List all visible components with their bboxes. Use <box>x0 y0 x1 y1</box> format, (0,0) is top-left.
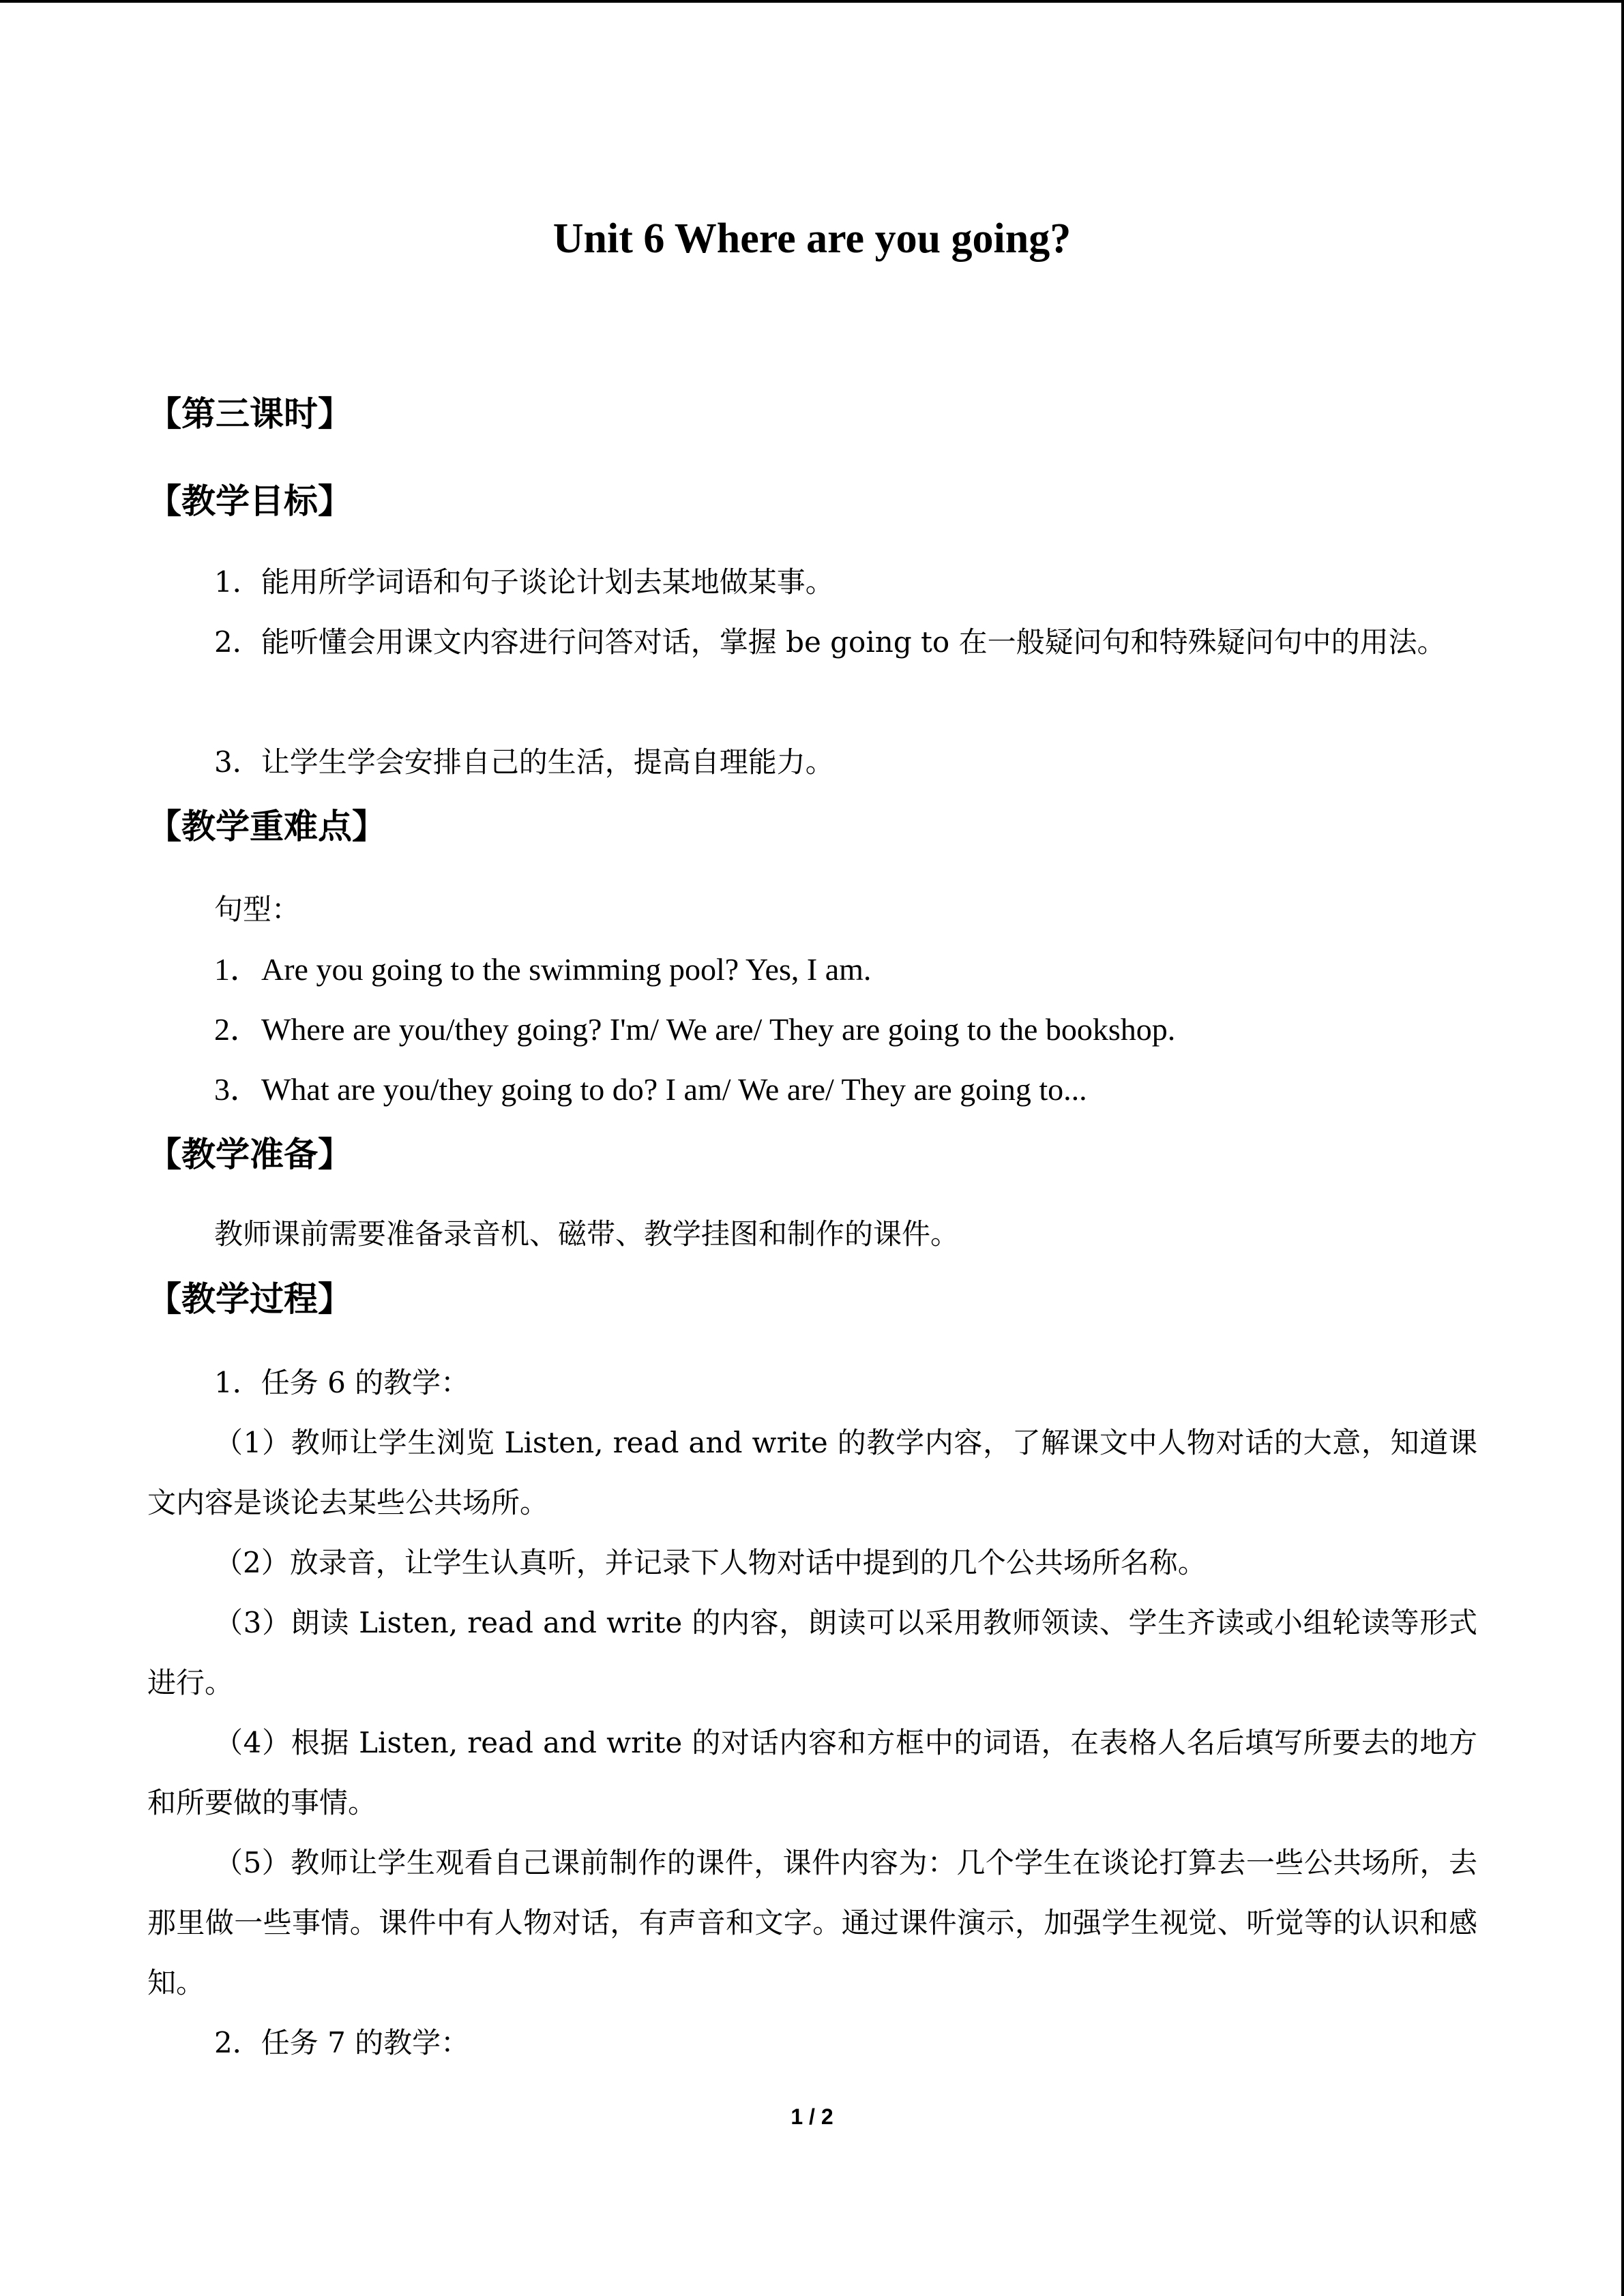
heading-key-points: 【教学重难点】 <box>147 807 386 846</box>
key-point-2 <box>147 1000 1477 1060</box>
key-points-label: 句型： <box>214 893 301 926</box>
page-number: 1 / 2 <box>791 2104 833 2129</box>
preparation-text: 教师课前需要准备录音机、磁带、教学挂图和制作的课件。 <box>214 1217 960 1251</box>
key-point-1-text: 1．Are you going to the swimming pool? Yes, I am. <box>214 952 872 987</box>
process-step-3: （3）朗读 Listen, read and write 的内容，朗读可以采用教师领读、学生齐读或小组轮读等形式进行。 <box>147 1606 1477 1699</box>
task6-heading: 1．任务 6 的教学： <box>214 1366 470 1399</box>
heading-objectives: 【教学目标】 <box>147 481 352 521</box>
objective-2: 2．能听懂会用课文内容进行问答对话，掌握 be going to 在一般疑问句和特殊疑问句中的用法。 <box>214 625 1446 659</box>
objective-3: 3．让学生学会安排自己的生活，提高自理能力。 <box>214 745 834 779</box>
objective-1: 1．能用所学词语和句子谈论计划去某地做某事。 <box>214 565 834 599</box>
heading-process: 【教学过程】 <box>147 1279 352 1319</box>
heading-lesson: 【第三课时】 <box>147 394 352 434</box>
key-point-3 <box>147 1060 1477 1120</box>
page-title: Unit 6 Where are you going? <box>552 215 1072 262</box>
process-step-1: （1）教师让学生浏览 Listen, read and write 的教学内容，了解课文中人物对话的大意，知道课文内容是谈论去某些公共场所。 <box>147 1426 1477 1519</box>
process-step-4: （4）根据 Listen, read and write 的对话内容和方框中的词语，在表格人名后填写所要去的地方和所要做的事情。 <box>147 1726 1477 1819</box>
process-step-2: （2）放录音，让学生认真听，并记录下人物对话中提到的几个公共场所名称。 <box>214 1546 1207 1579</box>
task7-heading: 2．任务 7 的教学： <box>214 2026 470 2059</box>
key-point-3-text: 3．What are you/they going to do? I am/ We are/ They are going to... <box>214 1072 1087 1107</box>
key-point-2-text: 2．Where are you/they going? I'm/ We are/ They are going to the bookshop. <box>214 1012 1176 1047</box>
heading-preparation: 【教学准备】 <box>147 1135 352 1174</box>
process-step-5: （5）教师让学生观看自己课前制作的课件，课件内容为：几个学生在谈论打算去一些公共场所，去那里做一些事情。课件中有人物对话，有声音和文字。通过课件演示，加强学生视觉、听觉等的认识和感知。 <box>147 1846 1477 1999</box>
key-point-1 <box>147 940 1477 1000</box>
